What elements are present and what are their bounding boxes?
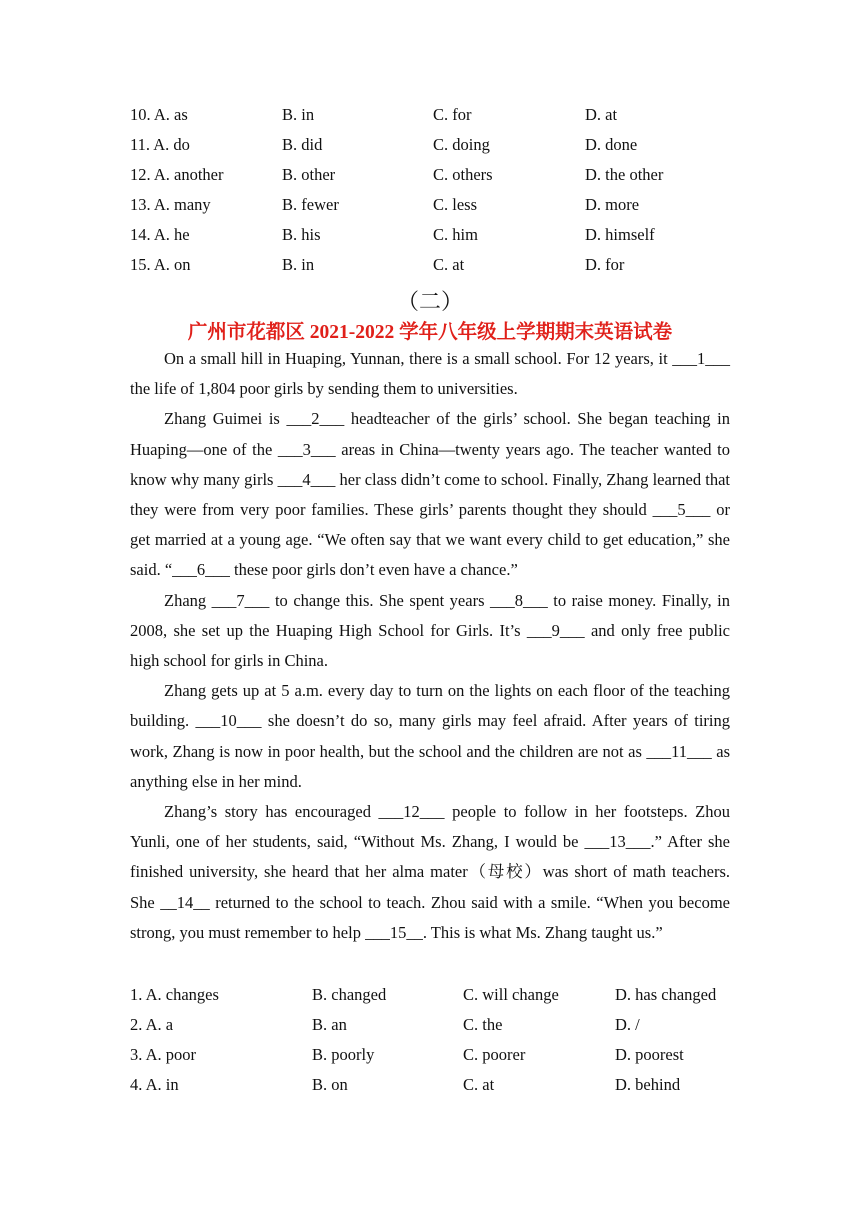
option-row-2 bbox=[130, 1010, 750, 1040]
passage-paragraph: Zhang ___7___ to change this. She spent years ___8___ to raise money. Finally, in 2008, she set up the Huaping High School for Girls. It’s ___9___ and only free public high school for girls in China. bbox=[130, 590, 730, 671]
option-a: 4. A. in bbox=[130, 1075, 179, 1094]
option-c: C. others bbox=[433, 165, 493, 184]
option-c: C. poorer bbox=[463, 1045, 526, 1064]
option-d: D. poorest bbox=[615, 1045, 684, 1064]
option-d: D. done bbox=[585, 135, 638, 154]
option-b: B. other bbox=[282, 165, 336, 184]
option-b: B. on bbox=[312, 1075, 348, 1094]
passage-paragraph: On a small hill in Huaping, Yunnan, there is a small school. For 12 years, it ___1___ the life of 1,804 poor girls by sending them to universities. bbox=[130, 349, 730, 399]
option-d: D. behind bbox=[615, 1075, 681, 1094]
option-d: D. has changed bbox=[615, 985, 717, 1004]
option-c: C. less bbox=[433, 195, 478, 214]
option-row-11 bbox=[130, 130, 750, 160]
option-a: 1. A. changes bbox=[130, 985, 219, 1004]
option-c: C. doing bbox=[433, 135, 490, 154]
option-a: 10. A. as bbox=[130, 105, 188, 124]
passage-paragraph: Zhang Guimei is ___2___ headteacher of the girls’ school. She began teaching in Huaping—one of the ___3___ areas in China—twenty years ago. The teacher wanted to know why many girls ___4___ her class didn’t come to school. Finally, Zhang learned that they were from very poor families. These girls’ parents thought they should ___5___ or get married at a young age. “We often say that we want every child to get education,” she said. “___6___ these poor girls don’t even have a chance.” bbox=[130, 409, 730, 580]
option-b: B. poorly bbox=[312, 1045, 375, 1064]
option-a: 11. A. do bbox=[130, 135, 190, 154]
option-row-15 bbox=[130, 250, 750, 280]
option-row-12 bbox=[130, 160, 750, 190]
option-row-3 bbox=[130, 1040, 750, 1070]
option-d: D. for bbox=[585, 255, 625, 274]
option-row-1 bbox=[130, 980, 750, 1010]
option-row-4 bbox=[130, 1070, 750, 1100]
option-b: B. in bbox=[282, 255, 315, 274]
option-c: C. will change bbox=[463, 985, 559, 1004]
option-row-14 bbox=[130, 220, 750, 250]
option-c: C. for bbox=[433, 105, 472, 124]
option-d: D. / bbox=[615, 1015, 640, 1034]
option-d: D. the other bbox=[585, 165, 664, 184]
option-b: B. fewer bbox=[282, 195, 339, 214]
option-a: 2. A. a bbox=[130, 1015, 174, 1034]
option-a: 15. A. on bbox=[130, 255, 191, 274]
option-b: B. in bbox=[282, 105, 315, 124]
section-number: （二） bbox=[396, 289, 463, 314]
option-b: B. did bbox=[282, 135, 323, 154]
option-a: 14. A. he bbox=[130, 225, 190, 244]
option-c: C. at bbox=[433, 255, 465, 274]
option-c: C. at bbox=[463, 1075, 495, 1094]
reading-passage bbox=[130, 344, 730, 948]
option-a: 12. A. another bbox=[130, 165, 224, 184]
option-a: 3. A. poor bbox=[130, 1045, 196, 1064]
section-title: 广州市花都区 2021-2022 学年八年级上学期期末英语试卷 bbox=[187, 322, 673, 343]
option-d: D. at bbox=[585, 105, 618, 124]
option-d: D. more bbox=[585, 195, 640, 214]
option-row-13 bbox=[130, 190, 750, 220]
passage-paragraph: Zhang gets up at 5 a.m. every day to turn on the lights on each floor of the teaching building. ___10___ she doesn’t do so, many girls may feel afraid. After years of tiring work, Zhang is now in poor health, but the school and the children are not as ___11___ as anything else in her mind. bbox=[130, 681, 730, 791]
option-a: 13. A. many bbox=[130, 195, 211, 214]
option-b: B. an bbox=[312, 1015, 347, 1034]
option-c: C. him bbox=[433, 225, 478, 244]
option-b: B. his bbox=[282, 225, 321, 244]
option-c: C. the bbox=[463, 1015, 503, 1034]
passage-paragraph: Zhang’s story has encouraged ___12___ people to follow in her footsteps. Zhou Yunli, one of her students, said, “Without Ms. Zhang, I would be ___13___.” After she finished university, she heard that her alma mater（母校）was short of math teachers. She __14__ returned to the school to teach. Zhou said with a smile. “When you become strong, you must remember to help ___15__. This is what Ms. Zhang taught us.” bbox=[130, 802, 730, 942]
option-d: D. himself bbox=[585, 225, 655, 244]
option-row-10 bbox=[130, 100, 750, 130]
option-b: B. changed bbox=[312, 985, 387, 1004]
